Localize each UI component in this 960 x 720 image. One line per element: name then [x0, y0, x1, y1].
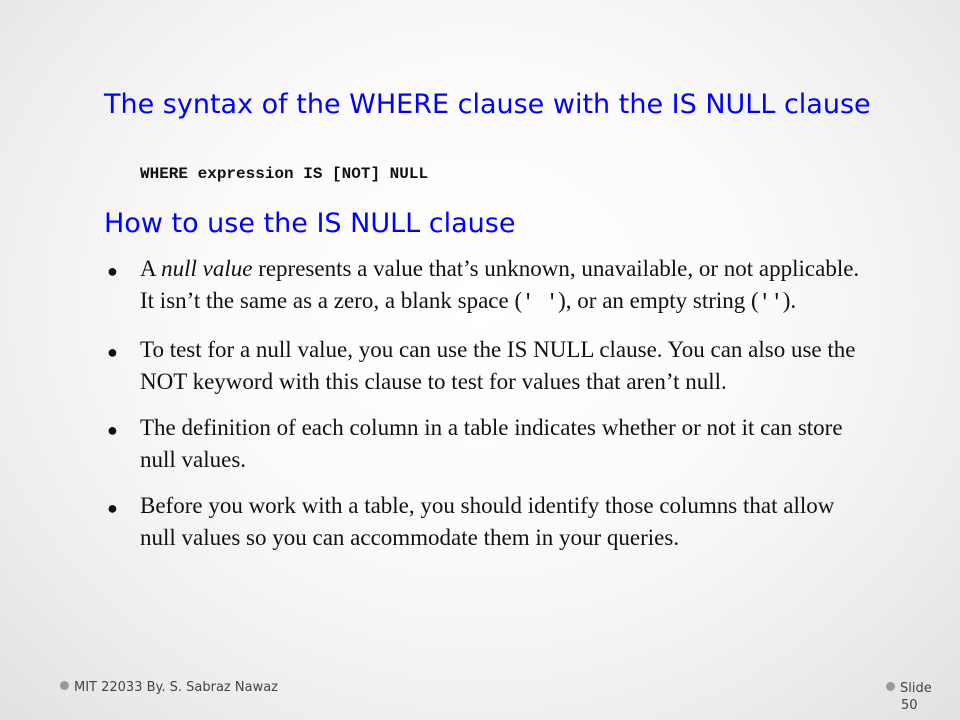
bullet-icon: ● [107, 420, 118, 440]
bullet-text-segment: The definition of each column in a table indicates whether or not it can store null values. [140, 415, 843, 472]
bullet-icon: ● [107, 342, 118, 362]
bullet-text-segment: ). [782, 288, 797, 313]
slide-number: 50 [901, 698, 918, 713]
footer-slide-number [886, 680, 946, 714]
bullet-text-segment: To test for a null value, you can use the IS NULL clause. You can also use the NOT keyword with this clause to test for values that aren’t null. [140, 337, 856, 394]
bullet-text-segment: '' [758, 292, 783, 315]
bullet-icon: ● [107, 498, 118, 518]
bullet-item [104, 334, 864, 398]
footer-author [60, 680, 278, 695]
bullet-item [104, 253, 864, 320]
footer-dot-icon [60, 681, 69, 690]
bullet-text-segment: ' ' [522, 292, 559, 315]
bullet-text-segment: A [140, 256, 162, 281]
bullet-item [104, 490, 864, 554]
bullet-text-segment: null value [161, 256, 253, 281]
footer-author-text: MIT 22033 By. S. Sabraz Nawaz [74, 680, 279, 695]
usage-heading: How to use the IS NULL clause [104, 208, 516, 239]
bullet-item [104, 412, 864, 476]
slide-label: Slide [900, 681, 932, 696]
bullet-icon: ● [107, 261, 118, 281]
syntax-heading: The syntax of the WHERE clause with the IS NULL clause [104, 89, 871, 120]
bullet-text-segment: Before you work with a table, you should identify those columns that allow null values so you can accommodate them in your queries. [140, 493, 835, 550]
bullet-text-segment: represents a value that’s unknown, unavailable, or not applicable. It isn’t the same as a zero, a blank space ( [140, 256, 860, 313]
footer-dot-icon [886, 682, 895, 691]
bullet-list [104, 253, 864, 568]
bullet-text-segment: ), or an empty string ( [558, 288, 759, 313]
syntax-code: WHERE expression IS [NOT] NULL [140, 165, 429, 183]
